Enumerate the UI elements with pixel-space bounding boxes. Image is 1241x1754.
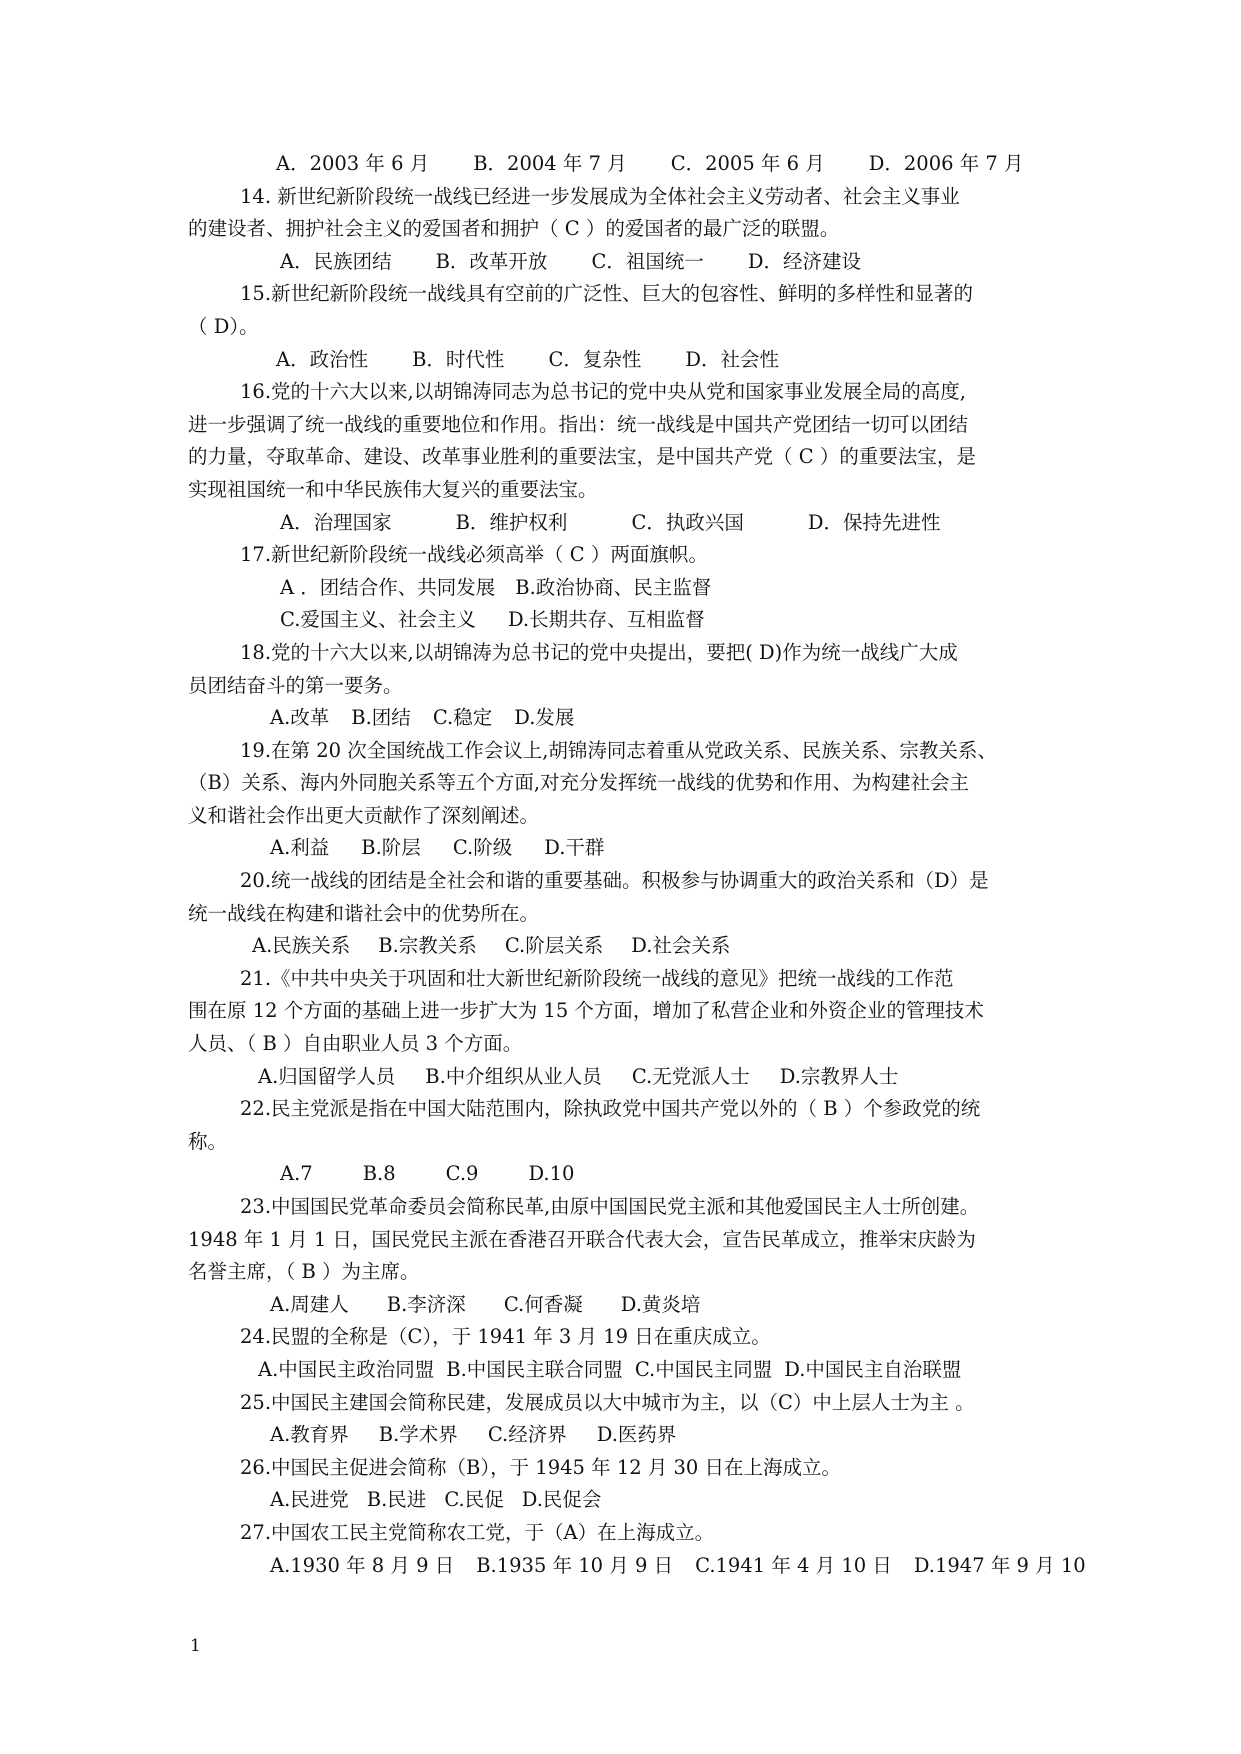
answer-option: D．保持先进性 (807, 510, 941, 534)
question-stem-line: 实现祖国统一和中华民族伟大复兴的重要法宝。 (188, 477, 598, 501)
question-item (188, 865, 1058, 963)
question-item (188, 637, 1058, 735)
question-stem-line: 人员、（ B ）自由职业人员 3 个方面。 (188, 1032, 523, 1056)
answer-option: A.教育界 (270, 1423, 349, 1447)
question-stem-line: 14. 新世纪新阶段统一战线已经进一步发展成为全体社会主义劳动者、社会主义事业 (240, 184, 960, 208)
question-stem-line: 义和谐社会作出更大贡献作了深刻阐述。 (188, 803, 540, 827)
answer-options (188, 702, 1058, 735)
answer-options (188, 832, 1058, 865)
answer-option: A.周建人 (270, 1292, 349, 1316)
answer-option: B.政治协商、民主监督 (515, 575, 712, 599)
answer-option: C.经济界 (487, 1423, 567, 1447)
answer-option: C.何香凝 (503, 1292, 583, 1316)
question-item (188, 376, 1058, 539)
question-item (188, 1452, 1058, 1517)
answer-option: D.社会关系 (631, 934, 731, 958)
question-stem-line: 的建设者、拥护社会主义的爱国者和拥护（ C ）的爱国者的最广泛的联盟。 (188, 217, 840, 241)
question-stem-line: 19.在第 20 次全国统战工作会议上,胡锦涛同志着重从党政关系、民族关系、宗教关系、 (240, 738, 997, 762)
question-item (188, 278, 1058, 376)
question-item (188, 1387, 1058, 1452)
answer-option: C.民促 (444, 1488, 504, 1512)
answer-option: C.阶级 (452, 836, 513, 860)
answer-option: C．复杂性 (548, 347, 642, 371)
question-stem-line: 15.新世纪新阶段统一战线具有空前的广泛性、巨大的包容性、鲜明的多样性和显著的 (240, 282, 974, 306)
answer-option: D.宗教界人士 (779, 1064, 899, 1088)
answer-option: A.归国留学人员 (258, 1064, 396, 1088)
question-item (188, 1093, 1058, 1191)
question-item (188, 604, 1058, 637)
answer-option: D.干群 (544, 836, 605, 860)
question-stem-line: （ D）。 (188, 314, 259, 338)
question-stem-line: 称。 (188, 1129, 228, 1153)
question-stem-line: 17.新世纪新阶段统一战线必须高举（ C ）两面旗帜。 (240, 543, 708, 567)
answer-option: C.无党派人士 (631, 1064, 750, 1088)
question-item (188, 1191, 1058, 1321)
answer-option: B．改革开放 (435, 249, 548, 273)
answer-option: B.中国民主联合同盟 (446, 1357, 623, 1381)
answer-options (188, 1289, 1058, 1322)
answer-options (188, 1550, 1086, 1583)
question-stem-line: 名誉主席，（ B ）为主席。 (188, 1260, 420, 1284)
question-stem-line: 1948 年 1 月 1 日，国民党民主派在香港召开联合代表大会，宣告民革成立，推举宋庆龄为 (188, 1227, 976, 1251)
answer-option: B.1935 年 10 月 9 日 (476, 1553, 674, 1577)
answer-option: A ．团结合作、共同发展 (280, 575, 496, 599)
answer-option: B.8 (362, 1162, 396, 1186)
answer-options (188, 1419, 1058, 1452)
answer-option: D．经济建设 (747, 249, 861, 273)
answer-option: D.中国民主自治联盟 (784, 1357, 962, 1381)
question-list (188, 148, 1086, 1582)
answer-option: C.中国民主同盟 (634, 1357, 773, 1381)
answer-options (188, 1158, 1058, 1191)
answer-option: B.李济深 (386, 1292, 466, 1316)
answer-option: B．2004 年 7 月 (473, 152, 627, 175)
answer-options (188, 572, 1058, 605)
question-stem-line: （B）关系、海内外同胞关系等五个方面,对充分发挥统一战线的优势和作用、为构建社会主 (188, 771, 970, 795)
answer-option: A．治理国家 (280, 510, 392, 534)
answer-option: B.民进 (366, 1488, 427, 1512)
answer-option: B．时代性 (412, 347, 505, 371)
answer-options (188, 148, 1058, 181)
answer-option: A.中国民主政治同盟 (258, 1357, 435, 1381)
answer-options (188, 1484, 1058, 1517)
answer-option: A.民族关系 (252, 934, 351, 958)
answer-option: C.稳定 (432, 706, 493, 730)
question-item (188, 1517, 1086, 1582)
answer-option: D.10 (528, 1162, 575, 1186)
question-stem-line: 27.中国农工民主党简称农工党，于（A）在上海成立。 (240, 1520, 715, 1544)
question-stem-line: 26.中国民主促进会简称（B），于 1945 年 12 月 30 日在上海成立。 (240, 1455, 842, 1479)
answer-option: B．维护权利 (455, 510, 568, 534)
answer-option: C.9 (445, 1162, 479, 1186)
question-stem-line: 16.党的十六大以来,以胡锦涛同志为总书记的党中央从党和国家事业发展全局的高度, (240, 380, 966, 404)
answer-options (188, 507, 1058, 540)
question-stem-line: 22.民主党派是指在中国大陆范围内，除执政党中国共产党以外的（ B ）个参政党的统 (240, 1097, 981, 1121)
answer-option: D.医药界 (596, 1423, 677, 1447)
question-stem-line: 21.《中共中央关于巩固和壮大新世纪新阶段统一战线的意见》把统一战线的工作范 (240, 966, 954, 990)
answer-option: A．民族团结 (280, 249, 392, 273)
answer-option: B.阶层 (361, 836, 421, 860)
answer-options (188, 1061, 1058, 1094)
answer-option: C.阶层关系 (504, 934, 604, 958)
answer-option: C．执政兴国 (631, 510, 744, 534)
question-stem-line: 18.党的十六大以来,以胡锦涛为总书记的党中央提出，要把( D)作为统一战线广大成 (240, 640, 958, 664)
answer-option: B.学术界 (378, 1423, 458, 1447)
question-stem-line: 25.中国民主建国会简称民建，发展成员以大中城市为主，以（C）中上层人士为主 。 (240, 1390, 975, 1414)
page-number: 1 (190, 1636, 201, 1656)
answer-option: C.1941 年 4 月 10 日 (695, 1553, 892, 1577)
answer-option: C．2005 年 6 月 (670, 152, 825, 175)
question-stem-line: 23.中国国民党革命委员会简称民革,由原中国国民党主派和其他爱国民主人士所创建。 (240, 1195, 980, 1218)
answer-options (188, 604, 1058, 637)
answer-option: D．社会性 (685, 347, 779, 371)
question-item (188, 539, 1058, 604)
answer-option: A.1930 年 8 月 9 日 (270, 1553, 455, 1577)
answer-option: D.1947 年 9 月 10 (913, 1553, 1086, 1577)
question-stem-line: 进一步强调了统一战线的重要地位和作用。指出：统一战线是中国共产党团结一切可以团结 (188, 412, 969, 436)
answer-option: A.民进党 (270, 1488, 349, 1512)
question-item (188, 735, 1058, 865)
answer-option: A.改革 (270, 706, 330, 730)
answer-options (188, 930, 1058, 963)
question-stem-line: 24.民盟的全称是（C），于 1941 年 3 月 19 日在重庆成立。 (240, 1325, 771, 1349)
answer-option: B.中介组织从业人员 (425, 1064, 602, 1088)
question-stem-line: 员团结奋斗的第一要务。 (188, 673, 403, 697)
answer-option: A．政治性 (276, 347, 369, 371)
answer-option: D．2006 年 7 月 (868, 152, 1024, 175)
answer-option: A．2003 年 6 月 (276, 152, 430, 175)
answer-option: D.长期共存、互相监督 (507, 608, 705, 632)
answer-options (188, 246, 1058, 279)
question-item (188, 1321, 1058, 1386)
question-stem-line: 20.统一战线的团结是全社会和谐的重要基础。积极参与协调重大的政治关系和（D）是 (240, 869, 989, 893)
answer-option: B.团结 (351, 706, 411, 730)
question-item (188, 181, 1058, 279)
answer-option: B.宗教关系 (378, 934, 477, 958)
answer-option: C．祖国统一 (591, 249, 704, 273)
question-item (188, 963, 1058, 1093)
question-item (188, 148, 1058, 181)
question-stem-line: 的力量，夺取革命、建设、改革事业胜利的重要法宝，是中国共产党（ C ）的重要法宝，是 (188, 445, 976, 469)
answer-option: D.民促会 (521, 1488, 602, 1512)
answer-option: D.发展 (514, 706, 575, 730)
answer-option: A.7 (280, 1162, 313, 1186)
answer-option: A.利益 (270, 836, 330, 860)
answer-option: C.爱国主义、社会主义 (280, 608, 476, 632)
answer-options (188, 344, 1058, 377)
answer-option: D.黄炎培 (620, 1292, 701, 1316)
question-stem-line: 统一战线在构建和谐社会中的优势所在。 (188, 901, 540, 925)
answer-options (188, 1354, 1058, 1387)
question-stem-line: 围在原 12 个方面的基础上进一步扩大为 15 个方面，增加了私营企业和外资企业的管理技术 (188, 999, 984, 1023)
